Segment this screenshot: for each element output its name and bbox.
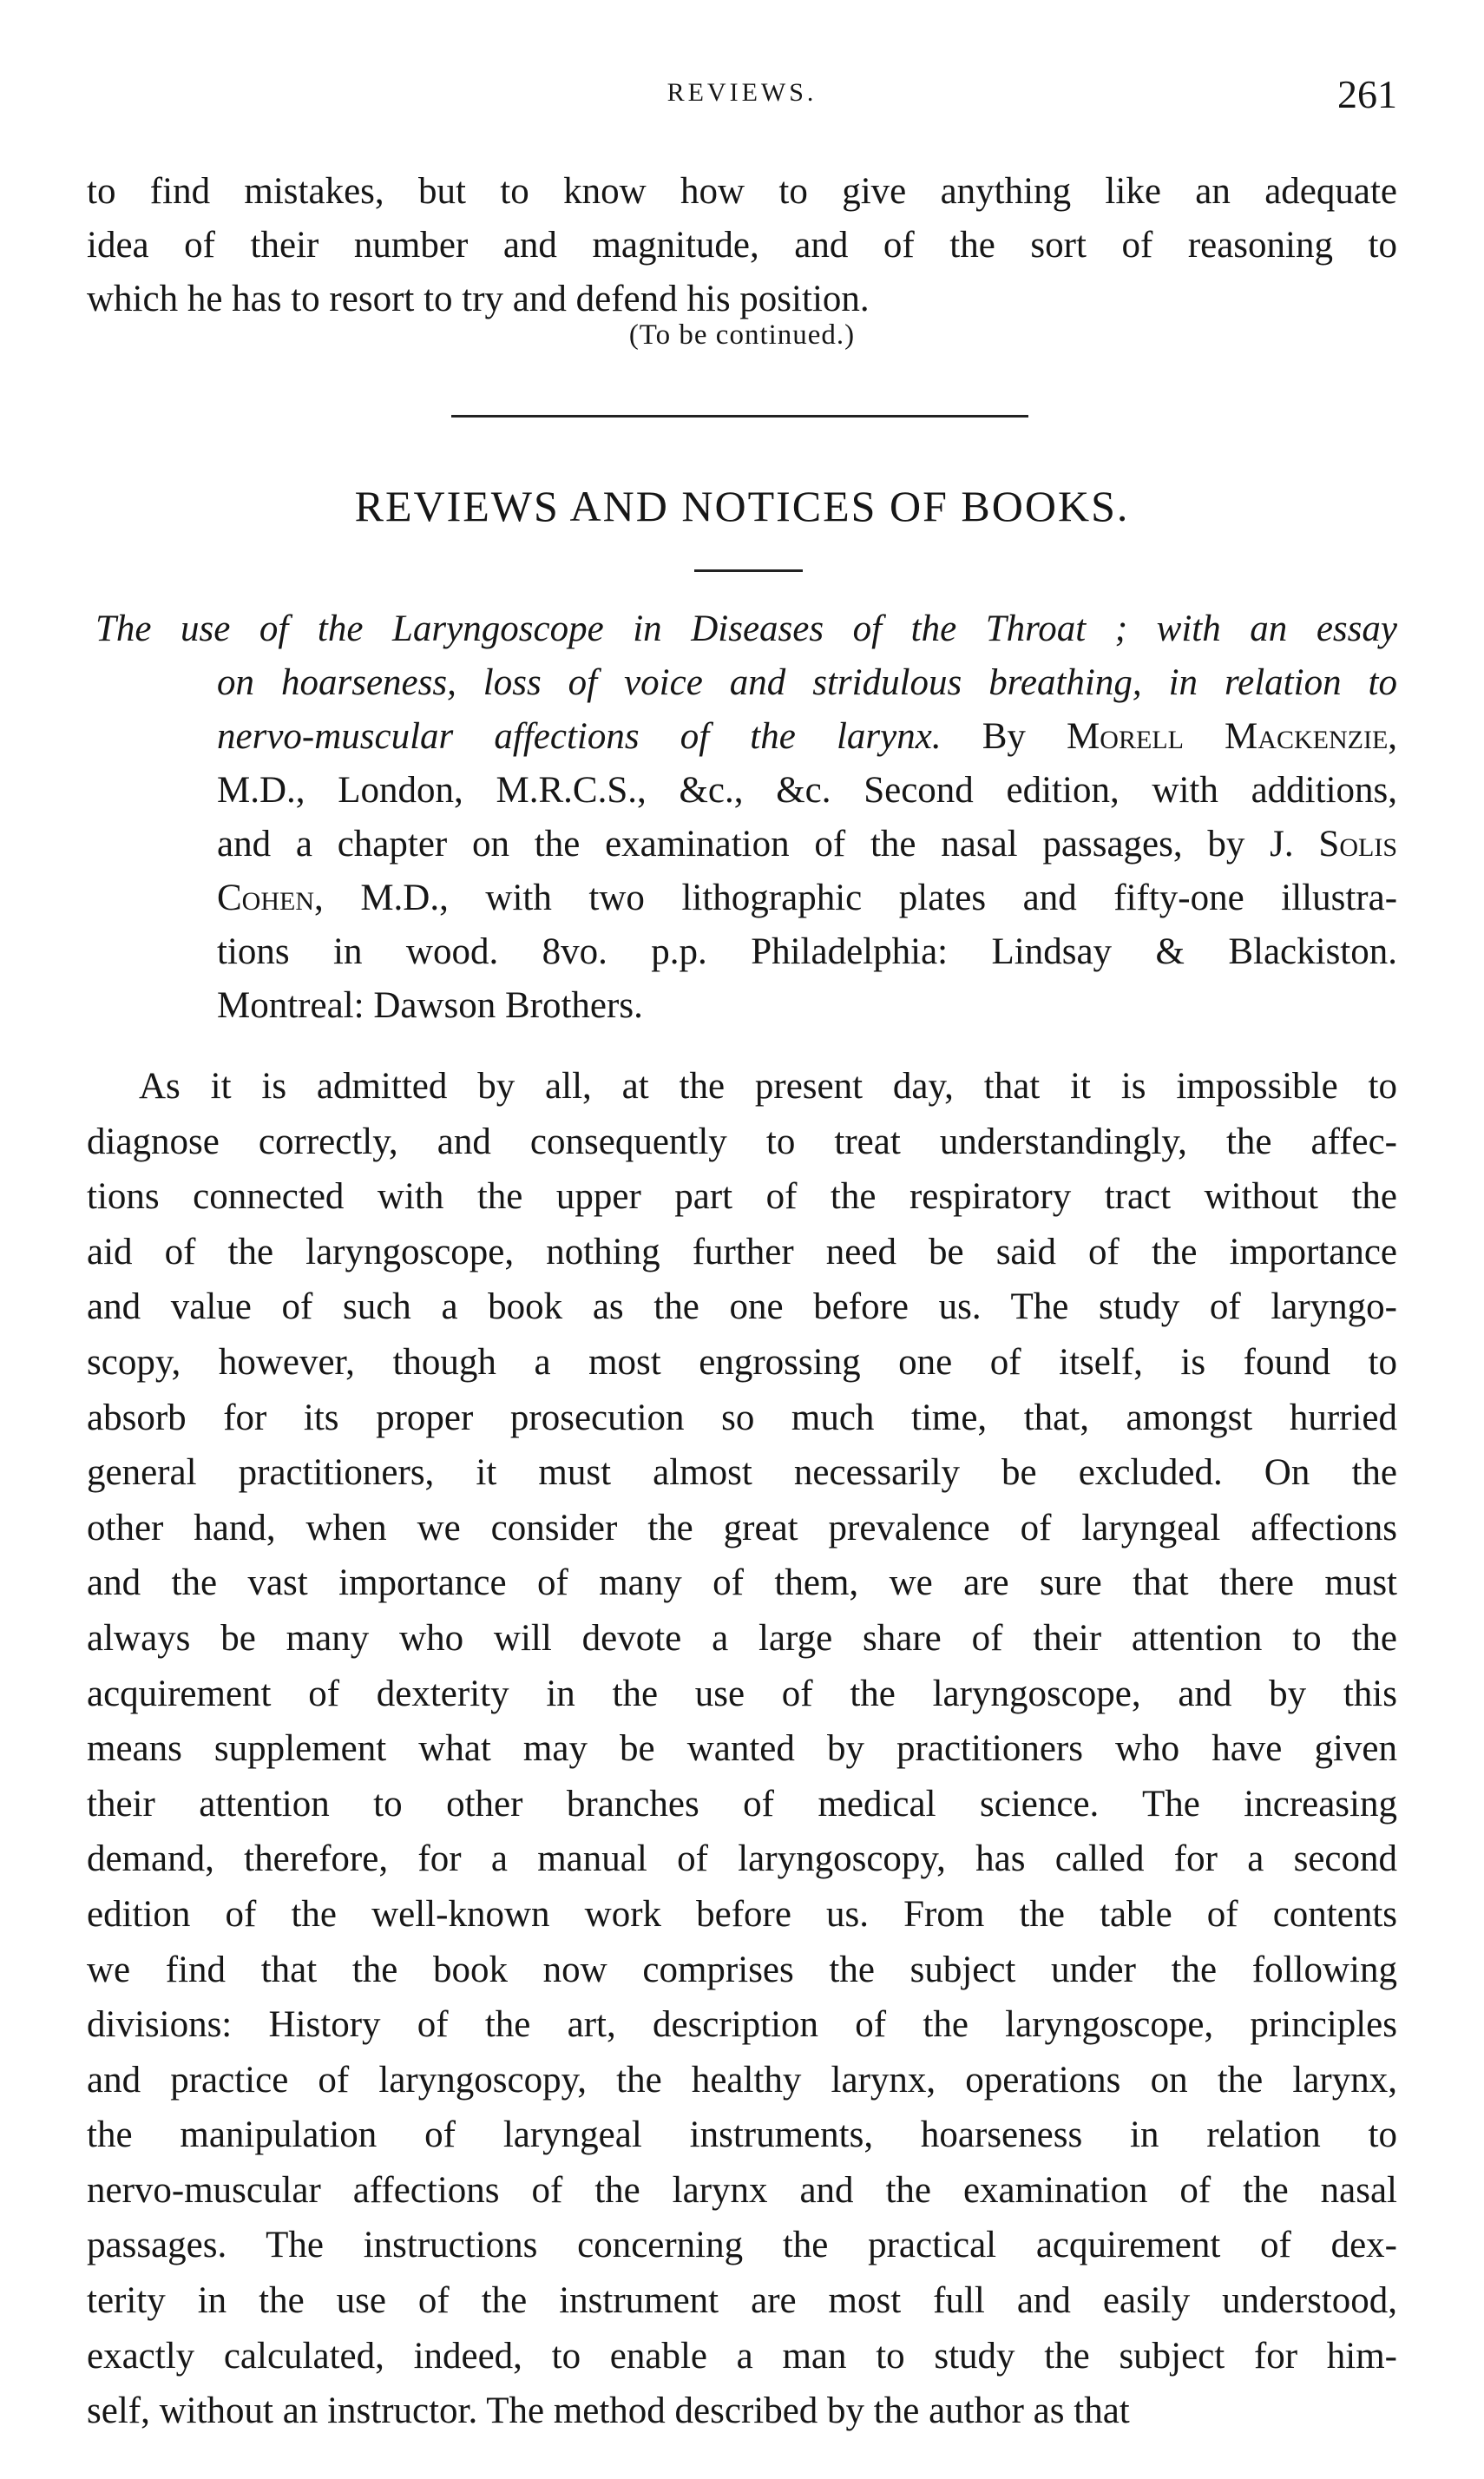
citation-line: M.D., London, M.R.C.S., &c., &c. Second edition, with additions,: [217, 770, 1397, 811]
citation-coauthor-last: Cohen,: [217, 878, 324, 918]
page-number: 261: [1337, 72, 1397, 116]
citation-title-end: nervo-muscular affections of the larynx.: [217, 716, 942, 757]
review-line: means supplement what may be wanted by practitioners who have given: [87, 1728, 1397, 1770]
review-line: As it is admitted by all, at the present day, that it is impossible to: [139, 1066, 1397, 1107]
review-line: exactly calculated, indeed, to enable a man to study the subject for him-: [87, 2335, 1397, 2377]
review-line: general practitioners, it must almost necessarily be excluded. On the: [87, 1452, 1397, 1494]
running-title: REVIEWS.: [666, 78, 818, 107]
citation-by: By: [982, 716, 1026, 757]
citation-title-line: on hoarseness, loss of voice and stridulous breathing, in relation to: [217, 662, 1397, 703]
citation-line: tions in wood. 8vo. p.p. Philadelphia: Lindsay & Blackiston.: [217, 931, 1397, 972]
citation-coauthor-first: Solis: [1318, 824, 1398, 865]
review-line: we find that the book now comprises the subject under the following: [87, 1949, 1397, 1990]
review-line: and the vast importance of many of them, we are sure that there must: [87, 1562, 1397, 1604]
review-line: passages. The instructions concerning the practical acquirement of dex-: [87, 2225, 1397, 2266]
review-line: self, without an instructor. The method described by the author as that: [87, 2390, 1130, 2432]
citation-line: [95, 871, 1397, 925]
intro-line: to find mistakes, but to know how to give anything like an adequate: [87, 171, 1397, 212]
review-line: and practice of laryngoscopy, the healthy larynx, operations on the larynx,: [87, 2059, 1397, 2101]
citation-title-line: [95, 710, 1397, 764]
review-line: aid of the laryngoscope, nothing further need be said of the importance: [87, 1231, 1397, 1272]
review-line: and value of such a book as the one before us. The study of laryngo-: [87, 1286, 1397, 1328]
intro-line: which he has to resort to try and defend his position.: [87, 279, 870, 319]
citation-author: Morell Mackenzie,: [1067, 716, 1398, 757]
review-paragraph: [87, 1059, 1397, 2439]
review-line: nervo-muscular affections of the larynx and the examination of the nasal: [87, 2169, 1397, 2211]
intro-paragraph: [87, 165, 1397, 326]
review-line: divisions: History of the art, description of the laryngoscope, principles: [87, 2004, 1397, 2046]
review-line: edition of the well-known work before us. From the table of contents: [87, 1893, 1397, 1935]
review-line: their attention to other branches of medical science. The increasing: [87, 1783, 1397, 1825]
review-line: acquirement of dexterity in the use of the laryngoscope, and by this: [87, 1673, 1397, 1714]
review-line: other hand, when we consider the great prevalence of laryngeal affections: [87, 1507, 1397, 1549]
citation-title-line: The use of the Laryngoscope in Diseases of the Throat ; with an essay: [95, 608, 1397, 649]
review-line: the manipulation of laryngeal instruments, hoarseness in relation to: [87, 2114, 1397, 2156]
intro-line: idea of their number and magnitude, and of the sort of reasoning to: [87, 225, 1397, 266]
review-line: tions connected with the upper part of the respiratory tract without the: [87, 1176, 1397, 1218]
section-title: REVIEWS AND NOTICES OF BOOKS.: [354, 482, 1130, 530]
review-line: diagnose correctly, and consequently to treat understandingly, the affec-: [87, 1121, 1397, 1162]
citation-line: Montreal: Dawson Brothers.: [217, 985, 643, 1026]
review-line: terity in the use of the instrument are most full and easily understood,: [87, 2280, 1397, 2322]
citation-line-text: M.D., with two lithographic plates and fifty-one illustra-: [360, 878, 1398, 918]
citation-line: [95, 818, 1397, 871]
review-line: always be many who will devote a large share of their attention to the: [87, 1617, 1397, 1659]
to-be-continued-note: (To be continued.): [628, 319, 856, 351]
running-header: [87, 71, 1397, 123]
citation-line-text: and a chapter on the examination of the nasal passages, by J.: [217, 824, 1294, 865]
book-citation: [95, 602, 1397, 1033]
review-line: absorb for its proper prosecution so much time, that, amongst hurried: [87, 1397, 1397, 1438]
title-short-rule: [694, 569, 803, 572]
review-line: demand, therefore, for a manual of laryngoscopy, has called for a second: [87, 1838, 1397, 1880]
section-divider-rule: [451, 415, 1028, 418]
review-line: scopy, however, though a most engrossing one of itself, is found to: [87, 1341, 1397, 1383]
